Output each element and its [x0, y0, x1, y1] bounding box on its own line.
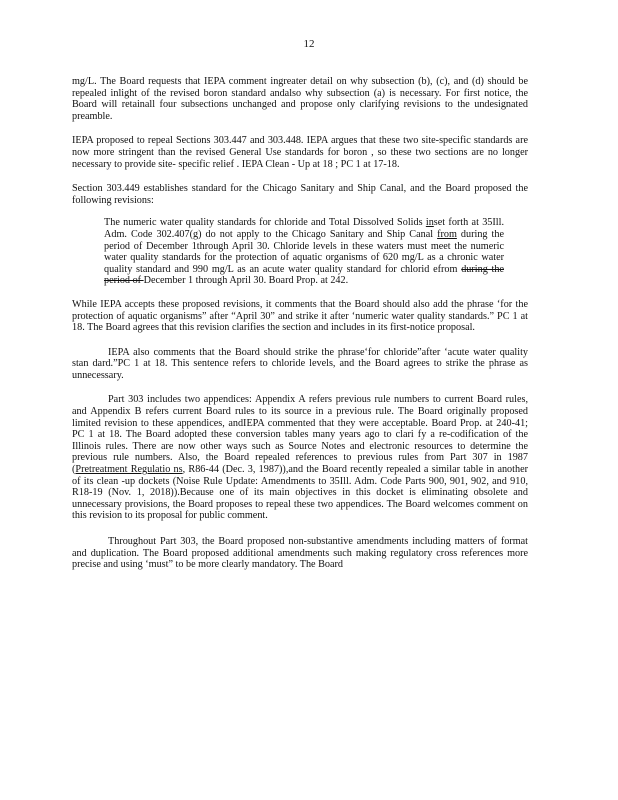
- inserted-text: from: [437, 228, 457, 240]
- paragraph-section-303-449: Section 303.449 establishes standard for the Chicago Sanitary and Ship Canal, and the Board proposed the following revisions:: [72, 183, 528, 206]
- deleted-text: during the period of: [104, 263, 504, 287]
- paragraph-iepa-accepts: While IEPA accepts these proposed revisions, it comments that the Board should also add the phrase ‘for the protection of aquatic organisms” after “April 30” and strike it after ‘numeric water quality standards.” PC 1 at 18. The Board agrees that this revision clarifies the section and includes in its first-notice proposal.: [72, 298, 528, 334]
- quote-text: The numeric water quality standards for chloride and Total Dissolved Solids: [104, 217, 426, 229]
- quote-text: set forth at 35Ill. Adm. Code 302.407(g) do not apply to the Chicago Sanitary and Ship Canal: [104, 217, 504, 240]
- quote-text: during the period of December 1through April 30. Chloride levels in these waters must meet the numeric water quality standards for the protection of aquatic organisms of 620 mg/L as a chronic water quality standard and 990 mg/L as an acute water quality standard for chlorid efrom: [104, 228, 504, 275]
- inserted-text: in: [425, 217, 434, 229]
- case-citation: Pretreatment Regulatio ns: [75, 464, 183, 476]
- paragraph-non-substantive-amendments: Throughout Part 303, the Board proposed non-substantive amendments including matters of format and duplication. The Board proposed additional amendments such making regulatory cross references more precise and using ‘must” to be more clearly mandatory. The Board: [72, 536, 528, 571]
- paragraph-repeal-sections: IEPA proposed to repeal Sections 303.447 and 303.448. IEPA argues that these two site-specific standards are now more stringent than the revised General Use standards for boron , so these two sections are no longer necessary to provide site- specific relief . IEPA Clean - Up at 18 ; PC 1 at 17-18.: [72, 135, 528, 170]
- paragraph-text: , R86-44 (Dec. 3, 1987)),and the Board recently repealed a similar table in another of its clean -up dockets (Noise Rule Update: Amendments to 35Ill. Adm. Code Parts 900, 901, 902, and 910, R18-19 (Nov. 1, 2018)).Because one of its main objectives in this docket is eliminating obsolete and unnecessary provisions, the Board proposes to repeal these two appendices. The Board welcomes comment on this revision to its proposal for public comment.: [72, 464, 528, 522]
- paragraph-text: Part 303 includes two appendices: Appendix A refers previous rule numbers to current Board rules, and Appendix B refers current Board rules to its source in a previous rule. The Board originally proposed limited revision to these appendices, andIEPA commented that they were acceptable. Board Prop. at 240-41; PC 1 at 18. The Board adopted these conversion tables many years ago to clari fy a re-codification of the Illinois rules. There are now other ways such as Source Notes and electronic resources to determine the previous rule numbers. Also, the Board repealed references to previous rules from Part 307 in 1987 (: [72, 394, 528, 476]
- paragraph-iepa-comments: IEPA also comments that the Board should strike the phrase‘for chloride”after ‘acute water quality stan dard.”PC 1 at 18. This sentence refers to chloride levels, and the Board agrees to strike the phrase as unnecessary.: [72, 346, 528, 381]
- paragraph-appendices: [72, 394, 528, 522]
- document-body: [72, 76, 528, 583]
- page-number: 12: [303, 38, 315, 50]
- quote-text: December 1 through April 30. Board Prop. at 242.: [143, 275, 349, 287]
- paragraph-boron-subsections: mg/L. The Board requests that IEPA comment ingreater detail on why subsection (b), (c), and (d) should be repealed inlight of the revised boron standard andalso why subsection (a) is necessary. For first notice, the Board will retainall four subsections unchanged and propose only clarifying revisions to the undesignated preamble.: [72, 76, 528, 122]
- block-quote-proposed-revision: [104, 217, 504, 287]
